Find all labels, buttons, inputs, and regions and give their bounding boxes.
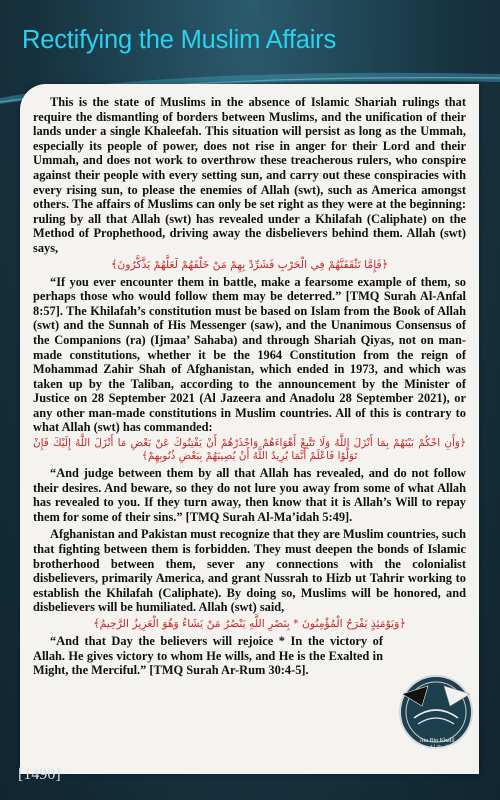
seal-caption-kunya: Abu Al-Rashtah (417, 745, 457, 751)
paragraph-intro: This is the state of Muslims in the absence of Islamic Shariah rulings that require the dismantling of borders between Muslims, and the unification of their lands under a single Khaleefah. This situation will persist as long as the Ummah, especially its people of power, does not rise in anger for their Lord and their Ummah, and does not work to overthrow these treacherous rulers, who conspire against their people with every setting sun, and carry out these conspiracies with every rising sun, to please the enemies of Allah (swt), such as America amongst others. The affairs of Muslims can only be set right as they were at the beginning: ruling by all that Allah (swt) has revealed under a Khilafah (Caliphate) on the Method of Prophethood, driving away the disbelievers behind them. Allah (swt) says, (33, 95, 466, 255)
page-title: Rectifying the Muslim Affairs (22, 26, 337, 54)
quran-verse-anfal: ﴿فَإِمَّا تَثْقَفَنَّهُمْ فِي الْحَرْبِ فَشَرِّدْ بِهِمْ مَنْ خَلْفَهُمْ لَعَلَّهُمْ يَذَّكَّرُونَ﴾ (111, 257, 388, 271)
quran-verse-rum: ﴿وَيَوْمَئِذٍ يَفْرَحُ الْمُؤْمِنُونَ * بِنَصْرِ اللَّهِ يَنْصُرُ مَنْ يَشَاءُ وَهُوَ الْعَزِيزُ الرَّحِيمُ﴾ (93, 617, 406, 630)
seal-caption-title: Ameer of Hizb ut Tahrir (407, 752, 467, 758)
issue-number: [1490] (18, 766, 61, 783)
article-body (33, 95, 466, 678)
paragraph-rum-quote: “And that Day the believers will rejoice * In the victory of Allah. He gives victory to whom He wills, and He is the Exalted in Might, the Merciful.” [TMQ Surah Ar-Rum 30:4-5]. (33, 634, 383, 678)
paragraph-afghanistan-pakistan: Afghanistan and Pakistan must recognize that they are Muslim countries, such that fighting between them is forbidden. They must deepen the bonds of Islamic brotherhood between them, sever any connections with the colonialist disbelievers, primarily America, and grant Nussrah to Hizb ut Tahrir working to establish the Khilafah (Caliphate). By doing so, Muslims will be honored, and disbelievers will be humiliated. Allah (swt) said, (33, 527, 466, 615)
seal-caption (395, 738, 479, 759)
paragraph-judge-quote: “And judge between them by all that Allah has revealed, and do not follow their desires. And beware, so they do not lure you away from some of what Allah has revealed to you. If they turn away, then know that it is Allah’s Will to repay them for some of their sins.” [TMQ Surah Al-Ma’idah 5:49]. (33, 466, 466, 524)
quran-verse-maidah: ﴿وَأَنِ احْكُمْ بَيْنَهُمْ بِمَا أَنْزَلَ اللَّهُ وَلَا تَتَّبِعْ أَهْوَاءَهُمْ وَاحْذَرْهُمْ أَنْ يَفْتِنُوكَ عَنْ بَعْضِ مَا أَنْزَلَ اللَّهُ إِلَيْكَ فَإِنْ تَوَلَّوْا فَاعْلَمْ أَنَّمَا يُرِيدُ اللَّهُ أَنْ يُصِيبَهُمْ بِبَعْضِ ذُنُوبِهِمْ﴾ (33, 437, 466, 463)
seal-caption-name: Ata Bin Khalil (419, 738, 455, 744)
paragraph-constitution: “If you ever encounter them in battle, make a fearsome example of them, so perhaps those who would follow them may be deterred.” [TMQ Surah Al-Anfal 8:57]. The Khilafah’s constitution must be based on Islam from the Book of Allah (swt) and the Sunnah of His Messenger (saw), and the Unanimous Consensus of the Companions (ra) (Ijmaa’ Sahaba) and through Shariah Qiyas, not on man-made constitutions, whether it be the 1964 Constitution from the reign of Mohammad Zahir Shah of Afghanistan, which ended in 1973, and which was taken up by the Taliban, according to the announcement by the Minister of Justice on 28 September 2021 (Al Jazeera and Anadolu 28 September 2021), or any other man-made constitutions in Muslim countries. All of this is contrary to what Allah (swt) has commanded: (33, 274, 466, 435)
